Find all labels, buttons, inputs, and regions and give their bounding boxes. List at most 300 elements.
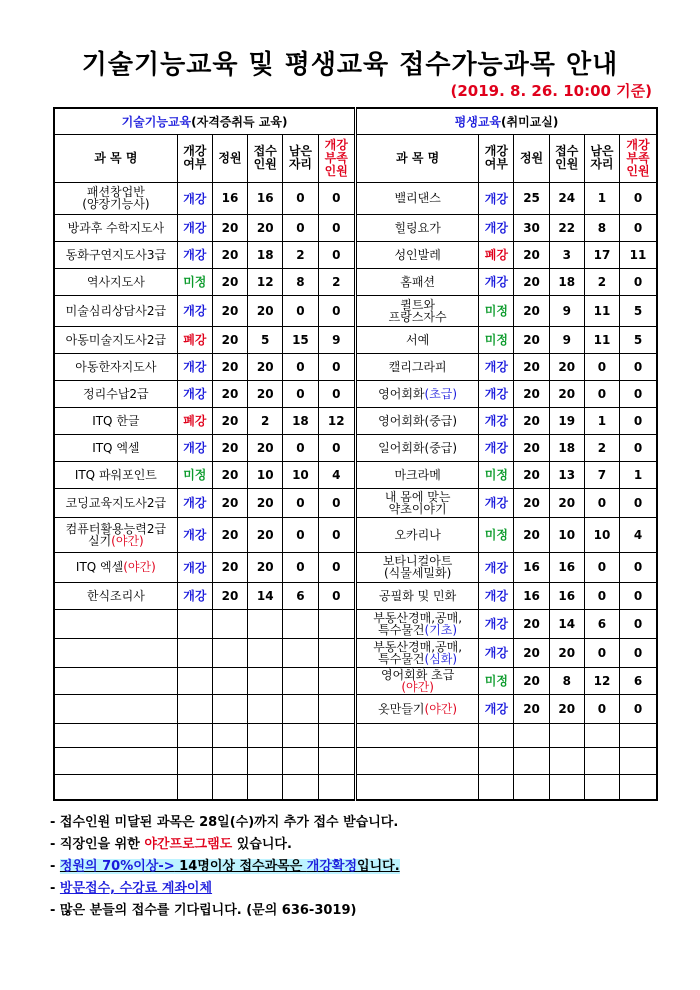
evening-label: (야간) (424, 701, 458, 716)
left-course-name (54, 268, 177, 295)
right-course-name (356, 723, 479, 747)
right-registered-cell: 19 (549, 407, 584, 434)
right-capacity-cell: 20 (514, 434, 549, 461)
right-capacity-cell (514, 723, 549, 747)
course-name-line: 보타니컬아트 (382, 554, 453, 568)
left-capacity-cell: 20 (212, 380, 247, 407)
right-remaining-cell: 0 (584, 488, 619, 517)
right-registered-cell: 20 (549, 353, 584, 380)
right-capacity-cell: 20 (514, 694, 549, 723)
right-capacity-cell: 20 (514, 609, 549, 638)
course-name-line: 캘리그라피 (388, 359, 447, 374)
left-header-shortfall: 개강 부족 인원 (318, 134, 355, 182)
right-header-shortfall: 개강 부족 인원 (620, 134, 657, 182)
left-remaining-cell: 0 (283, 353, 318, 380)
course-name-line: 미술심리상담사2급 (65, 303, 167, 318)
left-status-cell: 개강 (177, 434, 212, 461)
right-remaining-cell: 7 (584, 461, 619, 488)
left-status-cell: 개강 (177, 488, 212, 517)
right-status-cell: 개강 (479, 552, 514, 582)
left-registered-cell: 20 (248, 552, 283, 582)
course-name-line: 특수물건 (378, 622, 425, 637)
course-name-line: (식물세밀화) (383, 566, 452, 580)
note-rule-a: 정원의 70%이상-> (59, 859, 175, 874)
right-remaining-cell: 17 (584, 241, 619, 268)
table-row (54, 353, 657, 380)
left-status-cell (177, 723, 212, 747)
right-shortfall-cell (620, 774, 657, 800)
left-course-name (54, 295, 177, 326)
course-name-line: ITQ 한글 (92, 413, 140, 428)
right-remaining-cell: 8 (584, 214, 619, 241)
right-section-main: 평생교육 (454, 114, 502, 129)
right-shortfall-cell: 0 (620, 407, 657, 434)
left-registered-cell: 10 (248, 461, 283, 488)
left-status-cell: 개강 (177, 517, 212, 552)
right-status-cell: 미정 (479, 461, 514, 488)
left-status-cell: 폐강 (177, 326, 212, 353)
left-remaining-cell (283, 747, 318, 774)
table-row (54, 241, 657, 268)
right-registered-cell: 9 (549, 326, 584, 353)
left-course-name (54, 326, 177, 353)
left-registered-cell: 20 (248, 214, 283, 241)
left-shortfall-cell: 0 (318, 295, 355, 326)
left-status-cell: 개강 (177, 295, 212, 326)
left-course-name (54, 407, 177, 434)
right-remaining-cell: 11 (584, 326, 619, 353)
right-remaining-cell: 2 (584, 434, 619, 461)
left-shortfall-cell: 12 (318, 407, 355, 434)
left-remaining-cell: 6 (283, 582, 318, 609)
course-name-line: 영어회화 초급 (380, 667, 455, 682)
table-row (54, 552, 657, 582)
left-remaining-cell (283, 774, 318, 800)
left-registered-cell: 18 (248, 241, 283, 268)
right-course-name (356, 214, 479, 241)
left-remaining-cell (283, 609, 318, 638)
left-course-name (54, 609, 177, 638)
right-shortfall-cell: 5 (620, 326, 657, 353)
right-course-name (356, 326, 479, 353)
left-status-cell: 개강 (177, 552, 212, 582)
left-capacity-cell: 20 (212, 214, 247, 241)
left-capacity-cell: 20 (212, 326, 247, 353)
left-header-status: 개강 여부 (177, 134, 212, 182)
course-name-line: 오카리나 (394, 527, 441, 542)
note-contact: - 많은 분들의 접수를 기다립니다. (문의 636-3019) (50, 903, 357, 918)
table-row (54, 182, 657, 214)
left-section-header (54, 108, 356, 134)
right-shortfall-cell: 0 (620, 182, 657, 214)
left-remaining-cell: 0 (283, 380, 318, 407)
right-header-capacity: 정원 (514, 134, 549, 182)
right-capacity-cell: 20 (514, 407, 549, 434)
left-capacity-cell: 16 (212, 182, 247, 214)
table-row (54, 434, 657, 461)
right-status-cell: 미정 (479, 667, 514, 694)
left-registered-cell: 20 (248, 353, 283, 380)
course-name-line: 동화구연지도사3급 (65, 247, 167, 262)
table-row (54, 214, 657, 241)
page-title: 기술기능교육 및 평생교육 접수가능과목 안내 (81, 50, 619, 80)
right-registered-cell (549, 723, 584, 747)
right-registered-cell: 18 (549, 268, 584, 295)
right-registered-cell: 20 (549, 488, 584, 517)
left-shortfall-cell: 0 (318, 582, 355, 609)
right-shortfall-cell: 0 (620, 638, 657, 667)
left-capacity-cell: 20 (212, 434, 247, 461)
left-course-name (54, 182, 177, 214)
right-shortfall-cell: 0 (620, 609, 657, 638)
right-capacity-cell: 20 (514, 638, 549, 667)
right-status-cell: 개강 (479, 582, 514, 609)
evening-label: (야간) (123, 560, 156, 574)
right-course-name (356, 517, 479, 552)
course-name-line: 컴퓨터활용능력2급 (65, 521, 167, 536)
right-status-cell: 개강 (479, 182, 514, 214)
right-remaining-cell (584, 723, 619, 747)
course-name-line: 밸리댄스 (394, 191, 441, 205)
right-status-cell: 개강 (479, 268, 514, 295)
left-capacity-cell (212, 774, 247, 800)
right-remaining-cell (584, 747, 619, 774)
course-name-line: 아동미술지도사2급 (65, 332, 167, 347)
right-shortfall-cell (620, 747, 657, 774)
right-capacity-cell: 20 (514, 295, 549, 326)
left-status-cell: 개강 (177, 353, 212, 380)
right-section-header (356, 108, 657, 134)
left-shortfall-cell: 9 (318, 326, 355, 353)
right-shortfall-cell: 0 (620, 353, 657, 380)
right-capacity-cell: 20 (514, 667, 549, 694)
right-registered-cell: 20 (549, 694, 584, 723)
right-status-cell: 개강 (479, 488, 514, 517)
right-capacity-cell: 20 (514, 241, 549, 268)
table-row (54, 774, 657, 800)
right-header-remaining: 남은 자리 (584, 134, 619, 182)
left-section-sub: (자격증취득 교육) (191, 114, 288, 129)
note-evening-programs (50, 834, 400, 856)
right-capacity-cell: 20 (514, 353, 549, 380)
table-row (54, 268, 657, 295)
right-capacity-cell (514, 747, 549, 774)
right-status-cell: 개강 (479, 407, 514, 434)
right-status-cell: 미정 (479, 326, 514, 353)
right-status-cell: 미정 (479, 517, 514, 552)
left-registered-cell: 20 (248, 488, 283, 517)
left-course-name (54, 353, 177, 380)
left-shortfall-cell: 0 (318, 214, 355, 241)
right-shortfall-cell: 0 (620, 694, 657, 723)
right-course-name (356, 461, 479, 488)
right-course-name (356, 667, 479, 694)
left-remaining-cell (283, 638, 318, 667)
left-shortfall-cell: 0 (318, 434, 355, 461)
right-remaining-cell (584, 774, 619, 800)
right-shortfall-cell: 0 (620, 214, 657, 241)
note-evening-text-a: - 직장인을 위한 (50, 837, 145, 852)
right-course-name (356, 353, 479, 380)
right-capacity-cell: 16 (514, 552, 549, 582)
left-course-name (54, 582, 177, 609)
right-registered-cell: 20 (549, 380, 584, 407)
left-remaining-cell: 0 (283, 295, 318, 326)
left-shortfall-cell (318, 747, 355, 774)
right-capacity-cell: 20 (514, 268, 549, 295)
left-shortfall-cell: 0 (318, 182, 355, 214)
left-shortfall-cell: 0 (318, 241, 355, 268)
left-registered-cell (248, 638, 283, 667)
left-course-name (54, 667, 177, 694)
right-registered-cell: 3 (549, 241, 584, 268)
left-status-cell (177, 609, 212, 638)
note-evening-highlight: 야간프로그램도 (144, 837, 233, 852)
left-capacity-cell: 20 (212, 461, 247, 488)
right-capacity-cell: 20 (514, 326, 549, 353)
left-remaining-cell (283, 694, 318, 723)
note-rule-b: 14명이상 접수과목은 (174, 859, 307, 874)
left-course-name (54, 461, 177, 488)
left-shortfall-cell (318, 667, 355, 694)
table-row (54, 609, 657, 638)
course-table (53, 107, 658, 801)
course-name-line: 영어회화(중급) (378, 413, 458, 428)
left-course-name (54, 380, 177, 407)
right-course-name (356, 182, 479, 214)
left-status-cell (177, 667, 212, 694)
right-remaining-cell: 12 (584, 667, 619, 694)
left-registered-cell: 20 (248, 380, 283, 407)
left-course-name (54, 774, 177, 800)
right-registered-cell: 22 (549, 214, 584, 241)
course-name-line: ITQ 파워포인트 (74, 467, 157, 482)
right-remaining-cell: 1 (584, 407, 619, 434)
right-header-registered: 접수 인원 (549, 134, 584, 182)
right-remaining-cell: 0 (584, 638, 619, 667)
course-name-line: 역사지도사 (86, 274, 145, 289)
left-course-name (54, 434, 177, 461)
right-capacity-cell (514, 774, 549, 800)
left-remaining-cell: 15 (283, 326, 318, 353)
left-capacity-cell (212, 638, 247, 667)
left-capacity-cell: 20 (212, 582, 247, 609)
course-name-line: 성인발레 (394, 247, 441, 262)
left-remaining-cell (283, 667, 318, 694)
table-row (54, 326, 657, 353)
left-registered-cell: 2 (248, 407, 283, 434)
left-shortfall-cell: 0 (318, 517, 355, 552)
right-registered-cell: 18 (549, 434, 584, 461)
right-shortfall-cell: 4 (620, 517, 657, 552)
left-status-cell: 개강 (177, 380, 212, 407)
note-confirmation-rule (50, 856, 400, 878)
right-remaining-cell: 0 (584, 582, 619, 609)
left-header-name: 과 목 명 (54, 134, 177, 182)
right-registered-cell (549, 774, 584, 800)
left-shortfall-cell (318, 609, 355, 638)
right-registered-cell: 14 (549, 609, 584, 638)
left-registered-cell: 20 (248, 517, 283, 552)
left-shortfall-cell: 0 (318, 552, 355, 582)
note-payment-dash: - (50, 881, 60, 896)
left-status-cell: 개강 (177, 214, 212, 241)
left-course-name (54, 552, 177, 582)
evening-label: (야간) (111, 533, 144, 548)
right-shortfall-cell: 11 (620, 241, 657, 268)
left-registered-cell (248, 747, 283, 774)
table-row (54, 380, 657, 407)
course-name-line: 프랑스자수 (388, 309, 447, 324)
right-registered-cell: 16 (549, 552, 584, 582)
right-shortfall-cell: 0 (620, 434, 657, 461)
table-row (54, 295, 657, 326)
left-registered-cell: 20 (248, 434, 283, 461)
right-remaining-cell: 1 (584, 182, 619, 214)
left-registered-cell: 20 (248, 295, 283, 326)
left-capacity-cell: 20 (212, 353, 247, 380)
left-shortfall-cell (318, 723, 355, 747)
right-course-name (356, 774, 479, 800)
right-registered-cell: 10 (549, 517, 584, 552)
left-course-name (54, 241, 177, 268)
left-course-name (54, 214, 177, 241)
left-capacity-cell (212, 747, 247, 774)
course-name-line: 방과후 수학지도사 (67, 220, 165, 235)
course-name-line: 약초이야기 (388, 501, 447, 516)
left-capacity-cell (212, 694, 247, 723)
reference-date: (2019. 8. 26. 10:00 기준) (450, 82, 652, 100)
left-header-capacity: 정원 (212, 134, 247, 182)
left-remaining-cell: 8 (283, 268, 318, 295)
note-rule-c: 개강확정 (306, 859, 358, 874)
right-header-status: 개강 여부 (479, 134, 514, 182)
right-status-cell: 개강 (479, 214, 514, 241)
right-course-name (356, 268, 479, 295)
right-remaining-cell: 0 (584, 694, 619, 723)
course-name-line: ITQ 엑셀 (92, 440, 140, 455)
right-status-cell: 개강 (479, 694, 514, 723)
right-course-name (356, 609, 479, 638)
left-remaining-cell: 0 (283, 214, 318, 241)
course-name-line: 영어회화 (378, 386, 425, 401)
right-status-cell: 개강 (479, 609, 514, 638)
left-capacity-cell: 20 (212, 295, 247, 326)
left-status-cell (177, 774, 212, 800)
note-rule-d: 입니다. (357, 859, 400, 874)
course-name-line: ITQ 엑셀 (75, 560, 124, 574)
note-rule-dash: - (50, 859, 60, 874)
right-remaining-cell: 11 (584, 295, 619, 326)
left-registered-cell (248, 609, 283, 638)
right-shortfall-cell: 0 (620, 380, 657, 407)
left-remaining-cell: 18 (283, 407, 318, 434)
course-name-line: 홈패션 (400, 274, 436, 289)
course-name-line: 일어회화(중급) (378, 440, 458, 455)
left-remaining-cell: 0 (283, 434, 318, 461)
left-remaining-cell: 0 (283, 182, 318, 214)
right-course-name (356, 488, 479, 517)
left-remaining-cell: 10 (283, 461, 318, 488)
left-status-cell (177, 694, 212, 723)
right-capacity-cell: 20 (514, 380, 549, 407)
left-remaining-cell: 0 (283, 488, 318, 517)
note-payment (50, 878, 400, 900)
left-status-cell: 개강 (177, 182, 212, 214)
right-remaining-cell: 2 (584, 268, 619, 295)
right-capacity-cell: 20 (514, 488, 549, 517)
right-status-cell (479, 747, 514, 774)
right-course-name (356, 241, 479, 268)
left-shortfall-cell: 2 (318, 268, 355, 295)
table-row (54, 694, 657, 723)
right-shortfall-cell: 0 (620, 268, 657, 295)
right-registered-cell: 16 (549, 582, 584, 609)
right-status-cell: 개강 (479, 434, 514, 461)
left-capacity-cell: 20 (212, 488, 247, 517)
course-name-line: 힐링요가 (394, 220, 441, 235)
left-capacity-cell: 20 (212, 517, 247, 552)
right-section-sub: (취미교실) (501, 114, 559, 129)
course-name-line: 부동산경매,공매, (373, 639, 463, 654)
table-row (54, 667, 657, 694)
left-course-name (54, 747, 177, 774)
course-name-line: 실기 (87, 533, 112, 548)
left-registered-cell: 14 (248, 582, 283, 609)
left-status-cell: 개강 (177, 241, 212, 268)
left-remaining-cell: 0 (283, 552, 318, 582)
right-status-cell (479, 723, 514, 747)
left-remaining-cell: 0 (283, 517, 318, 552)
course-name-line: 서예 (406, 332, 430, 347)
left-shortfall-cell (318, 694, 355, 723)
right-remaining-cell: 0 (584, 552, 619, 582)
left-capacity-cell: 20 (212, 268, 247, 295)
right-shortfall-cell: 0 (620, 488, 657, 517)
right-header-name: 과 목 명 (356, 134, 479, 182)
left-shortfall-cell (318, 638, 355, 667)
right-shortfall-cell: 0 (620, 552, 657, 582)
right-shortfall-cell: 6 (620, 667, 657, 694)
left-registered-cell: 12 (248, 268, 283, 295)
right-status-cell (479, 774, 514, 800)
table-row (54, 517, 657, 552)
course-name-line: 아동한자지도사 (75, 359, 157, 374)
left-shortfall-cell: 0 (318, 488, 355, 517)
table-row (54, 582, 657, 609)
right-remaining-cell: 6 (584, 609, 619, 638)
evening-label: (야간) (401, 679, 434, 694)
right-shortfall-cell: 0 (620, 582, 657, 609)
right-remaining-cell: 0 (584, 353, 619, 380)
right-registered-cell: 9 (549, 295, 584, 326)
left-capacity-cell (212, 609, 247, 638)
course-name-line: 정리수납2급 (83, 386, 149, 401)
right-registered-cell: 20 (549, 638, 584, 667)
course-name-line: 공필화 및 민화 (379, 588, 457, 603)
note-payment-text: 방문접수, 수강료 계좌이체 (59, 881, 213, 896)
left-capacity-cell: 20 (212, 241, 247, 268)
right-course-name (356, 694, 479, 723)
course-level: (초급) (424, 386, 458, 401)
left-status-cell: 개강 (177, 582, 212, 609)
left-capacity-cell (212, 723, 247, 747)
right-status-cell: 개강 (479, 353, 514, 380)
right-course-name (356, 747, 479, 774)
left-capacity-cell (212, 667, 247, 694)
left-registered-cell (248, 774, 283, 800)
note-evening-text-c: 있습니다. (232, 837, 292, 852)
